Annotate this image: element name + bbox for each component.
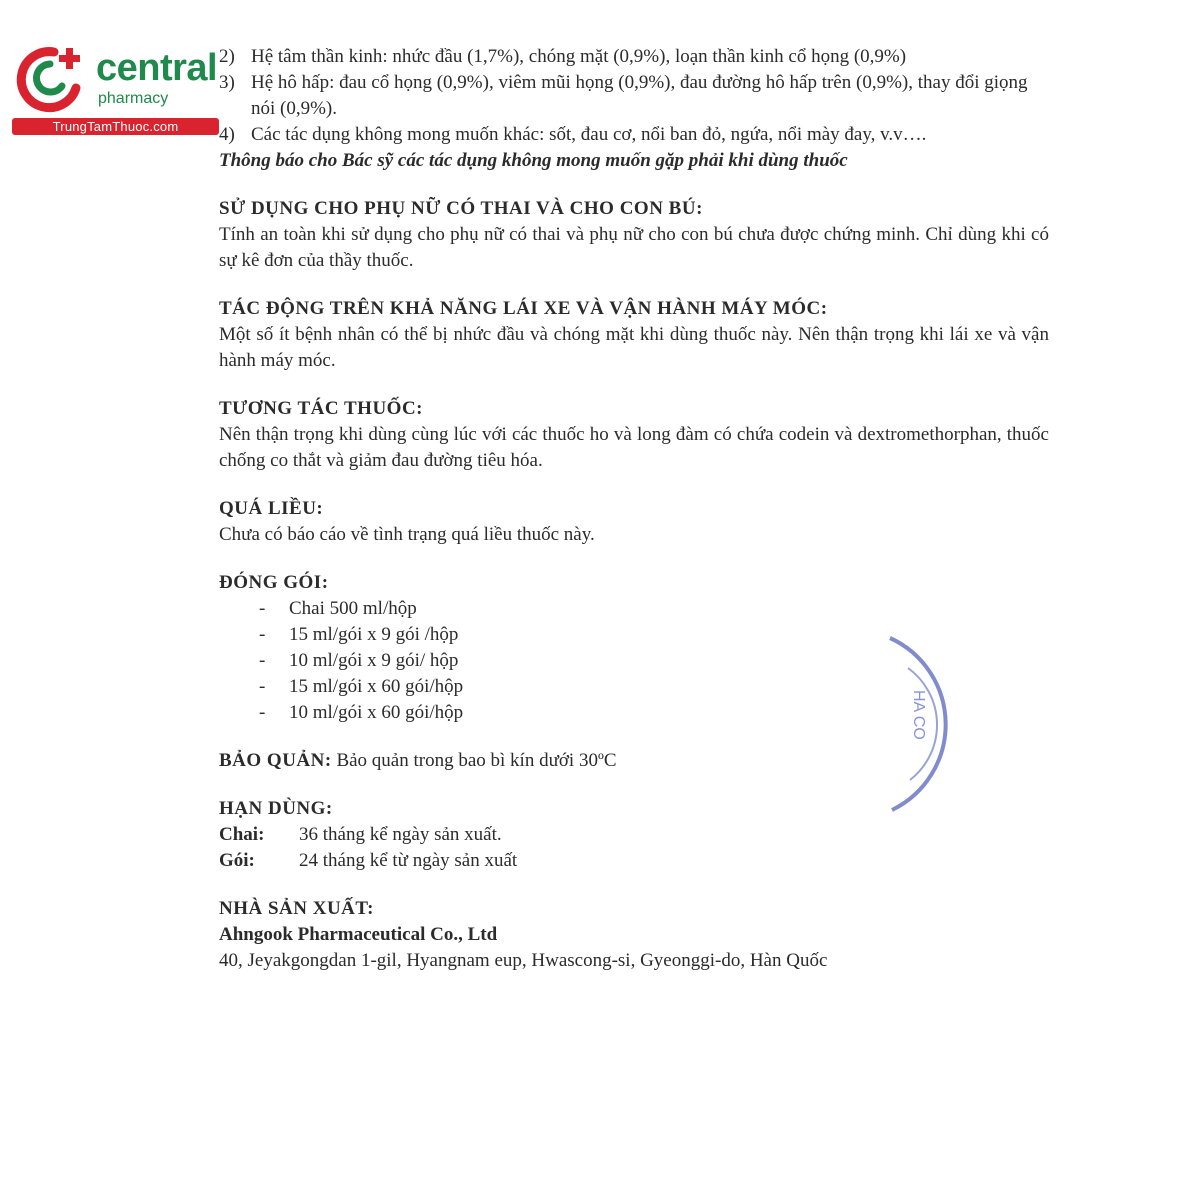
stamp-text: HA CO: [910, 690, 927, 740]
leaflet-document: [219, 44, 1049, 974]
expiry-sachet-text: 24 tháng kể từ ngày sản xuất: [299, 850, 518, 871]
effect-number: 4): [219, 124, 235, 145]
packaging-item: 15 ml/gói x 60 gói/hộp: [289, 676, 464, 697]
expiry-sachet-label: Gói:: [219, 850, 255, 871]
pharmacy-cross-logo-icon: [10, 38, 90, 118]
pregnancy-body: Tính an toàn khi sử dụng cho phụ nữ có thai và phụ nữ cho con bú chưa được chứng minh. Chỉ dùng khi có sự kê đơn của thầy thuốc.: [219, 224, 1049, 271]
interactions-body: Nên thận trọng khi dùng cùng lúc với các thuốc ho và long đàm có chứa codein và dextromethorphan, thuốc chống co thắt và giảm đau đường tiêu hóa.: [219, 424, 1049, 471]
effect-item: [219, 122, 1049, 148]
effect-text: Hệ hô hấp: đau cổ họng (0,9%), viêm mũi họng (0,9%), đau đường hô hấp trên (0,9%), thay đổi giọng nói (0,9%).: [251, 72, 1028, 119]
list-item: - 15 ml/gói x 9 gói /hộp: [259, 624, 459, 645]
company-stamp-icon: [850, 630, 960, 820]
effect-text: Hệ tâm thần kinh: nhức đầu (1,7%), chóng mặt (0,9%), loạn thần kinh cổ họng (0,9%): [251, 46, 907, 67]
expiry-bottle-text: 36 tháng kể ngày sản xuất.: [299, 824, 502, 845]
packaging-item: 10 ml/gói x 60 gói/hộp: [289, 702, 464, 723]
effect-number: 2): [219, 46, 235, 67]
storage-label: BẢO QUẢN:: [219, 750, 332, 771]
packaging-item: 10 ml/gói x 9 gói/ hộp: [289, 650, 459, 671]
packaging-heading: ĐÓNG GÓI:: [219, 572, 329, 593]
overdose-heading: QUÁ LIỀU:: [219, 498, 324, 519]
list-item: - Chai 500 ml/hộp: [259, 598, 417, 619]
effect-item: [219, 70, 1049, 122]
list-item: - 10 ml/gói x 9 gói/ hộp: [259, 650, 459, 671]
manufacturer-heading: NHÀ SẢN XUẤT:: [219, 898, 374, 919]
expiry-bottle-label: Chai:: [219, 824, 265, 845]
expiry-sachet-row: [219, 848, 1049, 874]
central-pharmacy-logo[interactable]: [10, 38, 218, 138]
storage-text: Bảo quản trong bao bì kín dưới 30ºC: [336, 750, 617, 771]
logo-wordmark: central: [96, 47, 218, 89]
packaging-item: 15 ml/gói x 9 gói /hộp: [289, 624, 459, 645]
logo-site-banner: TrungTamThuoc.com: [12, 118, 219, 135]
list-item: - 10 ml/gói x 60 gói/hộp: [259, 702, 464, 723]
overdose-body: Chưa có báo cáo về tình trạng quá liều thuốc này.: [219, 524, 595, 545]
expiry-heading: HẠN DÙNG:: [219, 798, 333, 819]
pregnancy-heading: SỬ DỤNG CHO PHỤ NỮ CÓ THAI VÀ CHO CON BÚ:: [219, 198, 703, 219]
effect-number: 3): [219, 72, 235, 93]
effect-item: [219, 44, 1049, 70]
effect-text: Các tác dụng không mong muốn khác: sốt, đau cơ, nổi ban đỏ, ngứa, nổi mày đay, v.v….: [251, 124, 927, 145]
doctor-notice: Thông báo cho Bác sỹ các tác dụng không mong muốn gặp phải khi dùng thuốc: [219, 150, 848, 171]
driving-body: Một số ít bệnh nhân có thể bị nhức đầu và chóng mặt khi dùng thuốc này. Nên thận trọng khi lái xe và vận hành máy móc.: [219, 324, 1049, 371]
interactions-heading: TƯƠNG TÁC THUỐC:: [219, 398, 424, 419]
manufacturer-address: 40, Jeyakgongdan 1-gil, Hyangnam eup, Hwascong-si, Gyeonggi-do, Hàn Quốc: [219, 950, 828, 971]
expiry-bottle-row: [219, 822, 1049, 848]
logo-subtitle: pharmacy: [98, 90, 169, 107]
manufacturer-name: Ahngook Pharmaceutical Co., Ltd: [219, 924, 498, 945]
list-item: - 15 ml/gói x 60 gói/hộp: [259, 676, 464, 697]
driving-heading: TÁC ĐỘNG TRÊN KHẢ NĂNG LÁI XE VÀ VẬN HÀNH MÁY MÓC:: [219, 298, 828, 319]
packaging-item: Chai 500 ml/hộp: [289, 598, 417, 619]
